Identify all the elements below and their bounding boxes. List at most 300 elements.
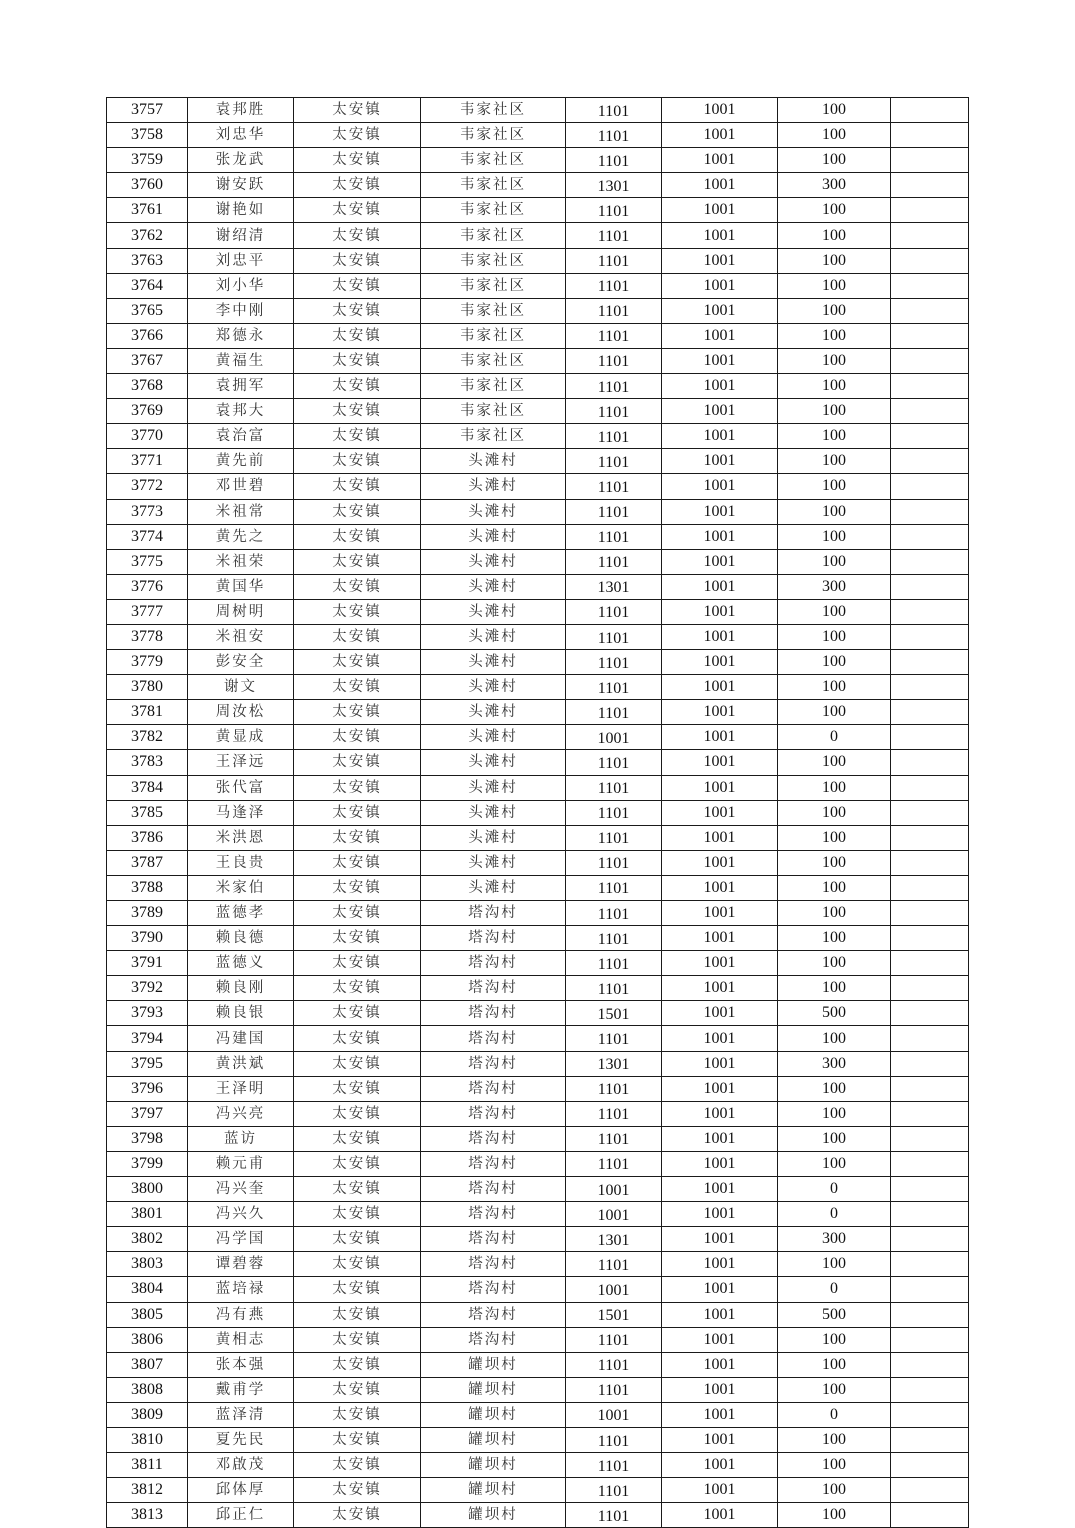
- table-row: [107, 1051, 969, 1076]
- code-a-cell: 1101: [566, 1101, 662, 1126]
- code-a-cell: 1101: [566, 1352, 662, 1377]
- remark-cell: [891, 725, 969, 750]
- table-row: [107, 700, 969, 725]
- amount-cell: 100: [778, 198, 891, 223]
- town-cell: 太安镇: [294, 1151, 421, 1176]
- town-cell: 太安镇: [294, 549, 421, 574]
- roster-table-body: [107, 98, 969, 1528]
- seq-cell: 3804: [107, 1277, 188, 1302]
- amount-cell: 100: [778, 1327, 891, 1352]
- seq-cell: 3809: [107, 1402, 188, 1427]
- village-cell: 头滩村: [421, 675, 566, 700]
- name-cell: 谢艳如: [188, 198, 294, 223]
- name-cell: 王泽远: [188, 750, 294, 775]
- code-b-cell: 1001: [662, 650, 778, 675]
- village-cell: 韦家社区: [421, 123, 566, 148]
- table-row: [107, 1177, 969, 1202]
- remark-cell: [891, 1252, 969, 1277]
- amount-cell: 0: [778, 1277, 891, 1302]
- amount-cell: 100: [778, 1151, 891, 1176]
- remark-cell: [891, 223, 969, 248]
- town-cell: 太安镇: [294, 1227, 421, 1252]
- village-cell: 塔沟村: [421, 1177, 566, 1202]
- name-cell: 谢文: [188, 675, 294, 700]
- roster-table: [106, 97, 969, 1528]
- seq-cell: 3796: [107, 1076, 188, 1101]
- village-cell: 塔沟村: [421, 951, 566, 976]
- code-a-cell: 1101: [566, 474, 662, 499]
- table-row: [107, 951, 969, 976]
- remark-cell: [891, 123, 969, 148]
- table-row: [107, 323, 969, 348]
- code-b-cell: 1001: [662, 800, 778, 825]
- name-cell: 黄显成: [188, 725, 294, 750]
- code-b-cell: 1001: [662, 1202, 778, 1227]
- code-b-cell: 1001: [662, 1402, 778, 1427]
- code-b-cell: 1001: [662, 875, 778, 900]
- table-row: [107, 1026, 969, 1051]
- amount-cell: 100: [778, 449, 891, 474]
- table-row: [107, 1001, 969, 1026]
- town-cell: 太安镇: [294, 198, 421, 223]
- table-row: [107, 1227, 969, 1252]
- code-b-cell: 1001: [662, 374, 778, 399]
- amount-cell: 100: [778, 1427, 891, 1452]
- code-a-cell: 1101: [566, 775, 662, 800]
- amount-cell: 100: [778, 1076, 891, 1101]
- village-cell: 罐坝村: [421, 1352, 566, 1377]
- seq-cell: 3758: [107, 123, 188, 148]
- seq-cell: 3767: [107, 348, 188, 373]
- village-cell: 塔沟村: [421, 1076, 566, 1101]
- town-cell: 太安镇: [294, 1503, 421, 1528]
- seq-cell: 3784: [107, 775, 188, 800]
- remark-cell: [891, 1001, 969, 1026]
- code-a-cell: 1101: [566, 750, 662, 775]
- remark-cell: [891, 1101, 969, 1126]
- name-cell: 邓啟茂: [188, 1453, 294, 1478]
- table-row: [107, 675, 969, 700]
- village-cell: 头滩村: [421, 599, 566, 624]
- code-b-cell: 1001: [662, 424, 778, 449]
- code-a-cell: 1101: [566, 298, 662, 323]
- town-cell: 太安镇: [294, 875, 421, 900]
- table-row: [107, 1126, 969, 1151]
- remark-cell: [891, 98, 969, 123]
- seq-cell: 3769: [107, 399, 188, 424]
- village-cell: 塔沟村: [421, 1252, 566, 1277]
- village-cell: 韦家社区: [421, 148, 566, 173]
- code-a-cell: 1101: [566, 1252, 662, 1277]
- code-b-cell: 1001: [662, 1277, 778, 1302]
- town-cell: 太安镇: [294, 348, 421, 373]
- name-cell: 马逢泽: [188, 800, 294, 825]
- remark-cell: [891, 1453, 969, 1478]
- code-a-cell: 1101: [566, 524, 662, 549]
- village-cell: 韦家社区: [421, 273, 566, 298]
- seq-cell: 3772: [107, 474, 188, 499]
- village-cell: 韦家社区: [421, 374, 566, 399]
- code-b-cell: 1001: [662, 599, 778, 624]
- name-cell: 冯兴亮: [188, 1101, 294, 1126]
- town-cell: 太安镇: [294, 675, 421, 700]
- code-a-cell: 1001: [566, 1277, 662, 1302]
- code-a-cell: 1101: [566, 1427, 662, 1452]
- code-b-cell: 1001: [662, 850, 778, 875]
- code-b-cell: 1001: [662, 1503, 778, 1528]
- code-b-cell: 1001: [662, 348, 778, 373]
- code-a-cell: 1101: [566, 148, 662, 173]
- town-cell: 太安镇: [294, 499, 421, 524]
- table-row: [107, 800, 969, 825]
- table-row: [107, 875, 969, 900]
- name-cell: 黄国华: [188, 574, 294, 599]
- amount-cell: 100: [778, 374, 891, 399]
- table-row: [107, 549, 969, 574]
- code-a-cell: 1101: [566, 800, 662, 825]
- table-row: [107, 850, 969, 875]
- village-cell: 罐坝村: [421, 1503, 566, 1528]
- village-cell: 塔沟村: [421, 1001, 566, 1026]
- name-cell: 黄福生: [188, 348, 294, 373]
- name-cell: 黄洪斌: [188, 1051, 294, 1076]
- village-cell: 韦家社区: [421, 399, 566, 424]
- town-cell: 太安镇: [294, 1252, 421, 1277]
- town-cell: 太安镇: [294, 223, 421, 248]
- town-cell: 太安镇: [294, 976, 421, 1001]
- seq-cell: 3813: [107, 1503, 188, 1528]
- town-cell: 太安镇: [294, 524, 421, 549]
- seq-cell: 3788: [107, 875, 188, 900]
- village-cell: 韦家社区: [421, 223, 566, 248]
- seq-cell: 3790: [107, 926, 188, 951]
- amount-cell: 500: [778, 1302, 891, 1327]
- code-b-cell: 1001: [662, 1177, 778, 1202]
- town-cell: 太安镇: [294, 800, 421, 825]
- table-row: [107, 1402, 969, 1427]
- village-cell: 韦家社区: [421, 173, 566, 198]
- table-row: [107, 123, 969, 148]
- amount-cell: 0: [778, 1177, 891, 1202]
- table-row: [107, 1503, 969, 1528]
- village-cell: 塔沟村: [421, 1302, 566, 1327]
- town-cell: 太安镇: [294, 273, 421, 298]
- code-b-cell: 1001: [662, 1026, 778, 1051]
- code-a-cell: 1101: [566, 449, 662, 474]
- remark-cell: [891, 1277, 969, 1302]
- seq-cell: 3776: [107, 574, 188, 599]
- seq-cell: 3757: [107, 98, 188, 123]
- town-cell: 太安镇: [294, 1026, 421, 1051]
- amount-cell: 0: [778, 725, 891, 750]
- seq-cell: 3808: [107, 1377, 188, 1402]
- remark-cell: [891, 1126, 969, 1151]
- amount-cell: 100: [778, 273, 891, 298]
- table-row: [107, 1478, 969, 1503]
- village-cell: 塔沟村: [421, 1327, 566, 1352]
- code-b-cell: 1001: [662, 1352, 778, 1377]
- village-cell: 塔沟村: [421, 926, 566, 951]
- code-b-cell: 1001: [662, 399, 778, 424]
- code-a-cell: 1101: [566, 1126, 662, 1151]
- name-cell: 袁治富: [188, 424, 294, 449]
- code-b-cell: 1001: [662, 323, 778, 348]
- name-cell: 刘忠平: [188, 248, 294, 273]
- remark-cell: [891, 1402, 969, 1427]
- seq-cell: 3787: [107, 850, 188, 875]
- remark-cell: [891, 1202, 969, 1227]
- name-cell: 郑德永: [188, 323, 294, 348]
- village-cell: 韦家社区: [421, 198, 566, 223]
- table-row: [107, 298, 969, 323]
- seq-cell: 3759: [107, 148, 188, 173]
- code-b-cell: 1001: [662, 1151, 778, 1176]
- seq-cell: 3768: [107, 374, 188, 399]
- seq-cell: 3801: [107, 1202, 188, 1227]
- code-a-cell: 1101: [566, 1478, 662, 1503]
- seq-cell: 3792: [107, 976, 188, 1001]
- code-a-cell: 1301: [566, 173, 662, 198]
- town-cell: 太安镇: [294, 1001, 421, 1026]
- town-cell: 太安镇: [294, 1427, 421, 1452]
- village-cell: 塔沟村: [421, 1277, 566, 1302]
- table-row: [107, 98, 969, 123]
- seq-cell: 3762: [107, 223, 188, 248]
- amount-cell: 100: [778, 850, 891, 875]
- table-row: [107, 148, 969, 173]
- remark-cell: [891, 1302, 969, 1327]
- table-row: [107, 1151, 969, 1176]
- code-a-cell: 1501: [566, 1302, 662, 1327]
- code-a-cell: 1101: [566, 951, 662, 976]
- seq-cell: 3797: [107, 1101, 188, 1126]
- village-cell: 头滩村: [421, 574, 566, 599]
- amount-cell: 100: [778, 348, 891, 373]
- table-row: [107, 1202, 969, 1227]
- name-cell: 蓝泽清: [188, 1402, 294, 1427]
- remark-cell: [891, 499, 969, 524]
- name-cell: 米祖常: [188, 499, 294, 524]
- amount-cell: 300: [778, 1051, 891, 1076]
- code-a-cell: 1101: [566, 399, 662, 424]
- code-b-cell: 1001: [662, 901, 778, 926]
- code-b-cell: 1001: [662, 449, 778, 474]
- amount-cell: 100: [778, 399, 891, 424]
- name-cell: 蓝德孝: [188, 901, 294, 926]
- village-cell: 罐坝村: [421, 1402, 566, 1427]
- amount-cell: 100: [778, 223, 891, 248]
- village-cell: 塔沟村: [421, 1126, 566, 1151]
- remark-cell: [891, 1076, 969, 1101]
- seq-cell: 3800: [107, 1177, 188, 1202]
- code-a-cell: 1101: [566, 549, 662, 574]
- code-a-cell: 1101: [566, 1327, 662, 1352]
- seq-cell: 3794: [107, 1026, 188, 1051]
- town-cell: 太安镇: [294, 424, 421, 449]
- table-row: [107, 399, 969, 424]
- remark-cell: [891, 700, 969, 725]
- seq-cell: 3764: [107, 273, 188, 298]
- remark-cell: [891, 574, 969, 599]
- code-a-cell: 1101: [566, 825, 662, 850]
- seq-cell: 3780: [107, 675, 188, 700]
- seq-cell: 3785: [107, 800, 188, 825]
- amount-cell: 100: [778, 775, 891, 800]
- village-cell: 罐坝村: [421, 1377, 566, 1402]
- code-a-cell: 1101: [566, 273, 662, 298]
- table-row: [107, 524, 969, 549]
- remark-cell: [891, 750, 969, 775]
- name-cell: 刘小华: [188, 273, 294, 298]
- remark-cell: [891, 1026, 969, 1051]
- name-cell: 米洪恩: [188, 825, 294, 850]
- amount-cell: 300: [778, 574, 891, 599]
- name-cell: 冯建国: [188, 1026, 294, 1051]
- name-cell: 黄先之: [188, 524, 294, 549]
- code-a-cell: 1101: [566, 650, 662, 675]
- seq-cell: 3783: [107, 750, 188, 775]
- remark-cell: [891, 1177, 969, 1202]
- name-cell: 冯兴奎: [188, 1177, 294, 1202]
- name-cell: 邱正仁: [188, 1503, 294, 1528]
- seq-cell: 3811: [107, 1453, 188, 1478]
- name-cell: 谢安跃: [188, 173, 294, 198]
- name-cell: 蓝培禄: [188, 1277, 294, 1302]
- remark-cell: [891, 675, 969, 700]
- town-cell: 太安镇: [294, 173, 421, 198]
- table-row: [107, 198, 969, 223]
- town-cell: 太安镇: [294, 1126, 421, 1151]
- name-cell: 夏先民: [188, 1427, 294, 1452]
- name-cell: 蓝德义: [188, 951, 294, 976]
- code-a-cell: 1301: [566, 1227, 662, 1252]
- code-a-cell: 1001: [566, 1177, 662, 1202]
- seq-cell: 3775: [107, 549, 188, 574]
- village-cell: 韦家社区: [421, 323, 566, 348]
- town-cell: 太安镇: [294, 650, 421, 675]
- code-a-cell: 1501: [566, 1001, 662, 1026]
- code-a-cell: 1101: [566, 223, 662, 248]
- seq-cell: 3793: [107, 1001, 188, 1026]
- remark-cell: [891, 875, 969, 900]
- code-b-cell: 1001: [662, 825, 778, 850]
- code-a-cell: 1101: [566, 1026, 662, 1051]
- village-cell: 罐坝村: [421, 1427, 566, 1452]
- name-cell: 赖良刚: [188, 976, 294, 1001]
- town-cell: 太安镇: [294, 1277, 421, 1302]
- remark-cell: [891, 348, 969, 373]
- remark-cell: [891, 248, 969, 273]
- remark-cell: [891, 951, 969, 976]
- village-cell: 塔沟村: [421, 1026, 566, 1051]
- town-cell: 太安镇: [294, 374, 421, 399]
- table-row: [107, 1377, 969, 1402]
- name-cell: 蓝访: [188, 1126, 294, 1151]
- remark-cell: [891, 850, 969, 875]
- code-b-cell: 1001: [662, 951, 778, 976]
- village-cell: 塔沟村: [421, 976, 566, 1001]
- code-b-cell: 1001: [662, 1453, 778, 1478]
- code-b-cell: 1001: [662, 123, 778, 148]
- name-cell: 赖良银: [188, 1001, 294, 1026]
- village-cell: 头滩村: [421, 524, 566, 549]
- table-row: [107, 248, 969, 273]
- amount-cell: 0: [778, 1402, 891, 1427]
- table-row: [107, 374, 969, 399]
- code-b-cell: 1001: [662, 1327, 778, 1352]
- village-cell: 头滩村: [421, 750, 566, 775]
- seq-cell: 3803: [107, 1252, 188, 1277]
- town-cell: 太安镇: [294, 148, 421, 173]
- village-cell: 头滩村: [421, 700, 566, 725]
- remark-cell: [891, 1503, 969, 1528]
- table-row: [107, 1327, 969, 1352]
- code-b-cell: 1001: [662, 725, 778, 750]
- code-a-cell: 1101: [566, 198, 662, 223]
- remark-cell: [891, 1327, 969, 1352]
- table-row: [107, 1277, 969, 1302]
- name-cell: 刘忠华: [188, 123, 294, 148]
- code-a-cell: 1101: [566, 624, 662, 649]
- name-cell: 周汝松: [188, 700, 294, 725]
- code-b-cell: 1001: [662, 549, 778, 574]
- village-cell: 头滩村: [421, 499, 566, 524]
- remark-cell: [891, 1478, 969, 1503]
- remark-cell: [891, 374, 969, 399]
- code-b-cell: 1001: [662, 1427, 778, 1452]
- amount-cell: 100: [778, 599, 891, 624]
- town-cell: 太安镇: [294, 750, 421, 775]
- code-a-cell: 1101: [566, 599, 662, 624]
- amount-cell: 100: [778, 650, 891, 675]
- amount-cell: 100: [778, 549, 891, 574]
- name-cell: 黄相志: [188, 1327, 294, 1352]
- town-cell: 太安镇: [294, 98, 421, 123]
- name-cell: 赖元甫: [188, 1151, 294, 1176]
- code-b-cell: 1001: [662, 775, 778, 800]
- table-row: [107, 650, 969, 675]
- table-row: [107, 348, 969, 373]
- table-row: [107, 1453, 969, 1478]
- code-a-cell: 1101: [566, 348, 662, 373]
- code-a-cell: 1001: [566, 1402, 662, 1427]
- town-cell: 太安镇: [294, 775, 421, 800]
- code-b-cell: 1001: [662, 574, 778, 599]
- code-a-cell: 1101: [566, 123, 662, 148]
- code-a-cell: 1301: [566, 574, 662, 599]
- town-cell: 太安镇: [294, 1478, 421, 1503]
- table-row: [107, 1076, 969, 1101]
- table-row: [107, 599, 969, 624]
- code-a-cell: 1001: [566, 1202, 662, 1227]
- code-b-cell: 1001: [662, 298, 778, 323]
- amount-cell: 100: [778, 98, 891, 123]
- seq-cell: 3773: [107, 499, 188, 524]
- name-cell: 袁邦大: [188, 399, 294, 424]
- code-b-cell: 1001: [662, 750, 778, 775]
- name-cell: 黄先前: [188, 449, 294, 474]
- amount-cell: 100: [778, 123, 891, 148]
- amount-cell: 100: [778, 825, 891, 850]
- code-b-cell: 1001: [662, 976, 778, 1001]
- village-cell: 韦家社区: [421, 348, 566, 373]
- code-b-cell: 1001: [662, 524, 778, 549]
- table-row: [107, 1101, 969, 1126]
- amount-cell: 100: [778, 700, 891, 725]
- name-cell: 邓世碧: [188, 474, 294, 499]
- name-cell: 米祖安: [188, 624, 294, 649]
- amount-cell: 100: [778, 524, 891, 549]
